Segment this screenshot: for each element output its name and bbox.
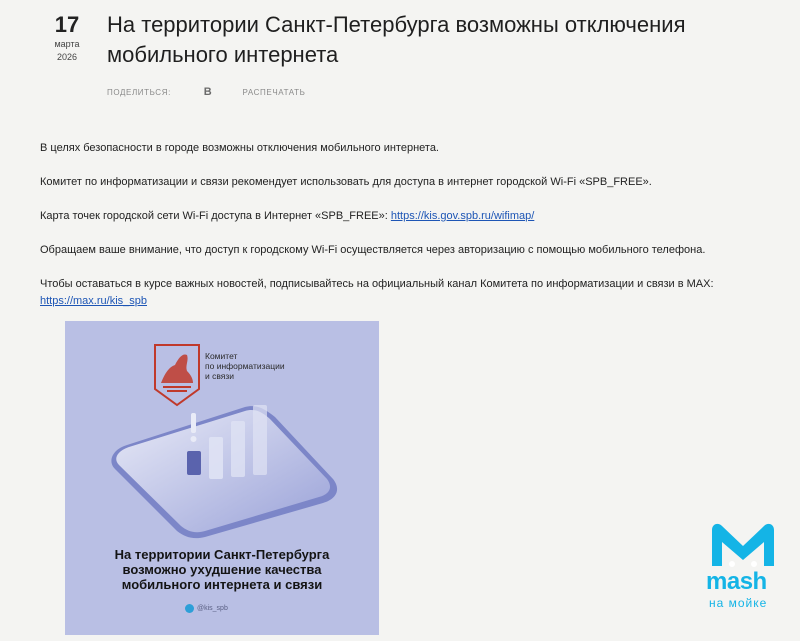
wifimap-link[interactable]: https://kis.gov.spb.ru/wifimap/	[390, 210, 535, 222]
banner-headline-line2: возможно ухудшение качества	[122, 562, 322, 577]
publication-date	[44, 12, 90, 64]
share-bar	[107, 86, 305, 98]
date-day: 17	[54, 12, 80, 37]
article-title: На территории Санкт-Петербурга возможны отключения мобильного интернета	[107, 12, 686, 67]
committee-name-line3: и связи	[205, 371, 235, 381]
share-label: ПОДЕЛИТЬСЯ:	[107, 87, 171, 97]
banner-headline	[65, 547, 379, 592]
print-link[interactable]: РАСПЕЧАТАТЬ	[242, 87, 306, 97]
committee-name	[205, 351, 315, 381]
committee-name-line2: по информатизации	[205, 361, 285, 371]
paragraph-5	[40, 276, 740, 310]
announcement-image	[65, 321, 379, 635]
phone-signal-illustration	[105, 399, 345, 539]
paragraph-2: Комитет по информатизации и связи рекомендует использовать для доступа в интернет городской Wi-Fi «SPB_FREE».	[40, 176, 652, 188]
date-year: 2026	[56, 52, 78, 62]
banner-headline-line1: На территории Санкт-Петербурга	[114, 547, 330, 562]
mash-watermark	[700, 520, 790, 620]
committee-name-line1: Комитет	[205, 351, 238, 361]
paragraph-5-text: Чтобы оставаться в курсе важных новостей, подписывайтесь на официальный канал Комитета по информатизации и связи в MAX:	[40, 278, 714, 290]
paragraph-3-text: Карта точек городской сети Wi-Fi доступа в Интернет «SPB_FREE»:	[40, 210, 391, 222]
mash-logo-icon	[708, 520, 778, 570]
paragraph-3	[40, 208, 740, 225]
paragraph-1: В целях безопасности в городе возможны отключения мобильного интернета.	[40, 142, 439, 154]
mash-subtitle: на мойке	[709, 596, 768, 610]
committee-emblem-icon	[153, 343, 201, 407]
mash-word: mash	[706, 568, 767, 595]
max-channel-link[interactable]: https://max.ru/kis_spb	[40, 295, 147, 307]
telegram-icon	[185, 604, 194, 613]
vk-share-icon[interactable]: В	[203, 86, 212, 98]
banner-headline-line3: мобильного интернета и связи	[121, 577, 323, 592]
channel-handle: @kis_spb	[197, 605, 228, 612]
article-body	[40, 140, 740, 327]
date-month: марта	[54, 39, 80, 49]
paragraph-4: Обращаем ваше внимание, что доступ к городскому Wi-Fi осуществляется через авторизацию с помощью мобильного телефона.	[40, 244, 706, 256]
